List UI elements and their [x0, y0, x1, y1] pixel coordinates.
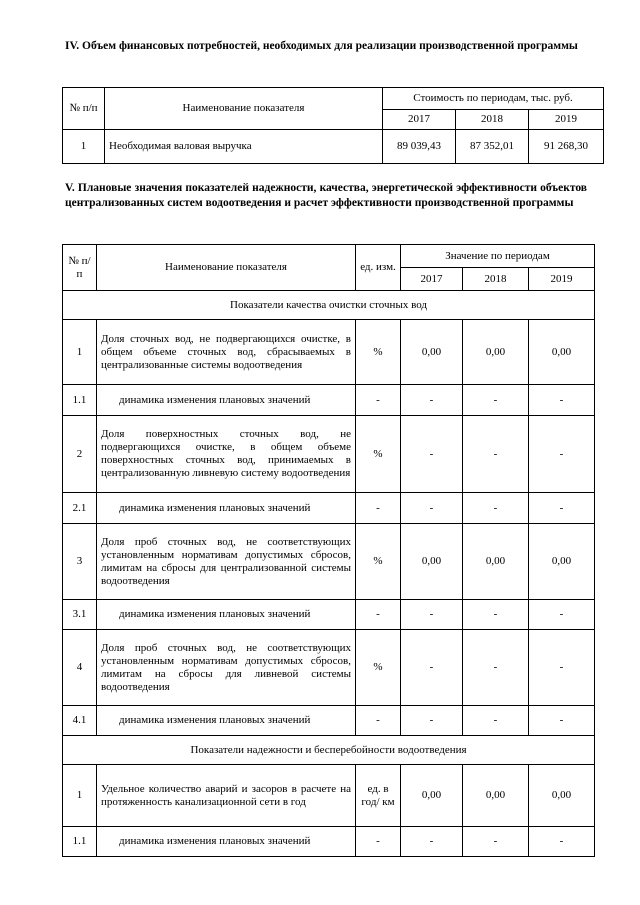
row-name: Доля проб сточных вод, не соответствующих установленным нормативам допустимых сбросов, лимитам на сбросы для централизованной системы водоотведения	[97, 524, 356, 600]
row-unit: %	[356, 416, 401, 493]
row-value: 0,00	[463, 320, 529, 385]
row-name: Необходимая валовая выручка	[105, 130, 383, 164]
header-name: Наименование показателя	[97, 245, 356, 291]
header-num: № п/п	[63, 88, 105, 130]
row-value: -	[529, 416, 595, 493]
row-value: -	[529, 600, 595, 630]
row-value: -	[401, 630, 463, 706]
row-unit: %	[356, 320, 401, 385]
row-name: динамика изменения плановых значений	[97, 493, 356, 524]
row-value: -	[463, 600, 529, 630]
table-row	[63, 385, 595, 416]
table-row	[63, 765, 595, 827]
row-value: -	[463, 827, 529, 857]
row-value: -	[401, 827, 463, 857]
row-name: динамика изменения плановых значений	[97, 706, 356, 736]
row-num: 3	[63, 524, 97, 600]
row-value: -	[463, 493, 529, 524]
table-row	[63, 493, 595, 524]
row-value: -	[463, 630, 529, 706]
row-num: 1.1	[63, 827, 97, 857]
row-unit: -	[356, 385, 401, 416]
header-year: 2018	[463, 268, 529, 291]
row-name: динамика изменения плановых значений	[97, 600, 356, 630]
group-title: Показатели надежности и бесперебойности водоотведения	[63, 736, 595, 765]
header-year: 2017	[383, 110, 456, 130]
row-num: 2	[63, 416, 97, 493]
table-row	[63, 600, 595, 630]
row-num: 4.1	[63, 706, 97, 736]
header-name: Наименование показателя	[105, 88, 383, 130]
table-row	[63, 416, 595, 493]
row-value: 0,00	[529, 765, 595, 827]
table-row	[63, 706, 595, 736]
header-year: 2019	[529, 110, 604, 130]
row-value: -	[401, 416, 463, 493]
row-value: 87 352,01	[456, 130, 529, 164]
row-num: 2.1	[63, 493, 97, 524]
section-5-heading: V. Плановые значения показателей надежности, качества, энергетической эффективности объектов централизованных систем водоотведения и расчет эффективности производственной программы	[65, 182, 587, 209]
header-year: 2019	[529, 268, 595, 291]
row-num: 1	[63, 765, 97, 827]
section-4-heading: IV. Объем финансовых потребностей, необходимых для реализации производственной программы	[65, 40, 578, 52]
row-value: -	[529, 706, 595, 736]
header-year: 2017	[401, 268, 463, 291]
table-row	[63, 320, 595, 385]
row-value: -	[529, 827, 595, 857]
row-name: динамика изменения плановых значений	[97, 385, 356, 416]
row-value: -	[401, 493, 463, 524]
row-unit: -	[356, 493, 401, 524]
row-name: Удельное количество аварий и засоров в расчете на протяженность канализационной сети в год	[97, 765, 356, 827]
row-value: 0,00	[401, 524, 463, 600]
row-num: 1	[63, 130, 105, 164]
row-unit: %	[356, 524, 401, 600]
row-unit: -	[356, 600, 401, 630]
row-value: -	[401, 706, 463, 736]
table-row	[63, 130, 604, 164]
table-row	[63, 630, 595, 706]
row-num: 4	[63, 630, 97, 706]
row-value: -	[463, 706, 529, 736]
row-unit: -	[356, 827, 401, 857]
row-value: -	[463, 416, 529, 493]
row-num: 1	[63, 320, 97, 385]
row-name: Доля проб сточных вод, не соответствующих установленным нормативам допустимых сбросов, лимитам на сбросы для ливневой системы водоотведения	[97, 630, 356, 706]
header-year: 2018	[456, 110, 529, 130]
row-value: -	[529, 493, 595, 524]
row-value: 0,00	[463, 524, 529, 600]
row-unit: -	[356, 706, 401, 736]
indicators-table	[62, 244, 595, 857]
row-value: -	[529, 630, 595, 706]
group-title: Показатели качества очистки сточных вод	[63, 291, 595, 320]
row-value: -	[463, 385, 529, 416]
financial-needs-table	[62, 87, 604, 164]
row-value: -	[401, 600, 463, 630]
header-unit: ед. изм.	[356, 245, 401, 291]
row-value: 0,00	[463, 765, 529, 827]
header-num: № п/п	[63, 245, 97, 291]
row-unit: ед. в год/ км	[356, 765, 401, 827]
table-row	[63, 524, 595, 600]
row-value: -	[401, 385, 463, 416]
row-num: 3.1	[63, 600, 97, 630]
row-name: Доля поверхностных сточных вод, не подвергающихся очистке, в общем объеме поверхностных сточных вод, принимаемых в централизованную ливневую систему водоотведения	[97, 416, 356, 493]
row-value: 0,00	[401, 765, 463, 827]
row-value: 0,00	[529, 320, 595, 385]
row-value: 91 268,30	[529, 130, 604, 164]
header-cost: Стоимость по периодам, тыс. руб.	[383, 88, 604, 110]
header-values: Значение по периодам	[401, 245, 595, 268]
row-name: динамика изменения плановых значений	[97, 827, 356, 857]
row-value: 0,00	[401, 320, 463, 385]
row-value: 0,00	[529, 524, 595, 600]
row-num: 1.1	[63, 385, 97, 416]
row-value: 89 039,43	[383, 130, 456, 164]
table-row	[63, 827, 595, 857]
row-unit: %	[356, 630, 401, 706]
row-name: Доля сточных вод, не подвергающихся очистке, в общем объеме сточных вод, сбрасываемых в централизованные системы водоотведения	[97, 320, 356, 385]
row-value: -	[529, 385, 595, 416]
